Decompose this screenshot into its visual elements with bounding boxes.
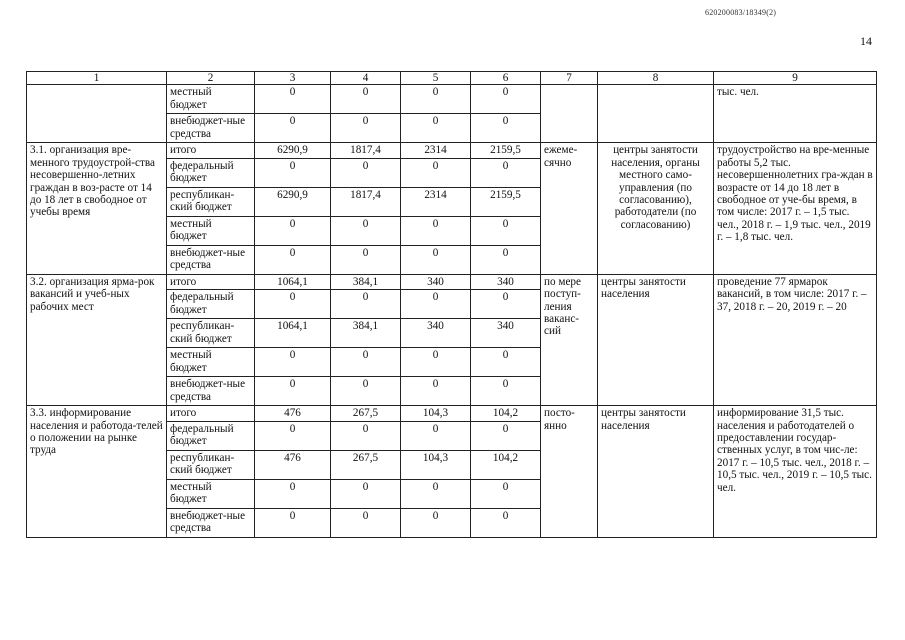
period-cell: по мере поступ-ления ваканс-сий [541,274,598,405]
page-number: 14 [860,34,872,48]
value-cell: 384,1 [331,274,401,289]
value-cell: 0 [401,508,471,537]
value-cell: 2159,5 [471,187,541,216]
activity-cell [27,85,167,143]
value-cell: 0 [471,348,541,377]
value-cell: 1064,1 [255,319,331,348]
activity-cell: 3.1. организация вре-менного трудоустрой-ства несовершенно-летних граждан в воз-расте от 14 до 18 лет в свободное от учебы время [27,143,167,274]
funding-source: итого [167,406,255,421]
value-cell: 340 [471,319,541,348]
value-cell: 0 [401,114,471,143]
value-cell: 2159,5 [471,143,541,158]
value-cell: 0 [255,290,331,319]
value-cell: 2314 [401,187,471,216]
funding-source: итого [167,143,255,158]
funding-source: местный бюджет [167,348,255,377]
value-cell: 0 [471,479,541,508]
value-cell: 384,1 [331,319,401,348]
value-cell: 0 [471,421,541,450]
value-cell: 0 [331,245,401,274]
funding-source: федеральный бюджет [167,421,255,450]
activity-cell: 3.3. информирование населения и работода-телей о положении на рынке труда [27,406,167,537]
funding-source: местный бюджет [167,85,255,114]
value-cell: 0 [255,348,331,377]
value-cell: 476 [255,450,331,479]
value-cell: 0 [331,158,401,187]
table-row [27,274,877,289]
value-cell: 0 [331,348,401,377]
value-cell: 0 [255,421,331,450]
result-cell: информирование 31,5 тыс. населения и работодателей о предоставлении государ-ственных услуг, в том чис-ле: 2017 г. – 10,5 тыс. чел., 2018 г. – 10,5 тыс. чел., 2019 г. – 10,5 тыс. чел. [714,406,877,537]
value-cell: 476 [255,406,331,421]
funding-source: внебюджет-ные средства [167,245,255,274]
executors-cell: центры занятости населения [598,406,714,537]
program-table [26,71,877,538]
table-row [27,406,877,421]
funding-source: республикан-ский бюджет [167,319,255,348]
funding-source: федеральный бюджет [167,158,255,187]
result-cell: проведение 77 ярмарок вакансий, в том числе: 2017 г. – 37, 2018 г. – 20, 2019 г. – 20 [714,274,877,405]
value-cell: 0 [331,290,401,319]
value-cell: 6290,9 [255,143,331,158]
funding-source: республикан-ский бюджет [167,450,255,479]
value-cell: 0 [255,114,331,143]
header-cell: 8 [598,72,714,85]
value-cell: 267,5 [331,450,401,479]
value-cell: 0 [331,508,401,537]
value-cell: 0 [401,479,471,508]
value-cell: 0 [331,114,401,143]
value-cell: 0 [331,479,401,508]
funding-source: местный бюджет [167,479,255,508]
value-cell: 0 [255,85,331,114]
value-cell: 267,5 [331,406,401,421]
value-cell: 0 [471,158,541,187]
value-cell: 0 [471,245,541,274]
value-cell: 0 [255,508,331,537]
period-cell: посто-янно [541,406,598,537]
value-cell: 0 [401,290,471,319]
table-header-row [27,72,877,85]
value-cell: 0 [471,377,541,406]
header-cell: 3 [255,72,331,85]
value-cell: 340 [401,274,471,289]
value-cell: 0 [471,508,541,537]
value-cell: 0 [255,158,331,187]
header-cell: 5 [401,72,471,85]
funding-source: федеральный бюджет [167,290,255,319]
value-cell: 0 [471,290,541,319]
header-cell: 2 [167,72,255,85]
result-cell: трудоустройство на вре-менные работы 5,2 тыс. несовершеннолетних гра-ждан в возрасте от 14 до 18 лет в свободное от уче-бы время, в том числе: 2017 г. – 1,5 тыс. чел., 2018 г. – 1,9 тыс. чел., 2019 г. – 1,8 тыс. чел. [714,143,877,274]
value-cell: 0 [331,85,401,114]
value-cell: 0 [401,158,471,187]
value-cell: 1817,4 [331,187,401,216]
header-cell: 1 [27,72,167,85]
value-cell: 0 [331,377,401,406]
table-row [27,85,877,114]
value-cell: 0 [401,348,471,377]
value-cell: 104,2 [471,406,541,421]
value-cell: 1064,1 [255,274,331,289]
header-cell: 9 [714,72,877,85]
funding-source: республикан-ский бюджет [167,187,255,216]
document-code: 620200083/18349(2) [705,8,777,17]
value-cell: 0 [331,421,401,450]
result-cell: тыс. чел. [714,85,877,143]
value-cell: 0 [401,421,471,450]
value-cell: 340 [471,274,541,289]
funding-source: местный бюджет [167,216,255,245]
value-cell: 104,3 [401,450,471,479]
value-cell: 0 [255,245,331,274]
value-cell: 340 [401,319,471,348]
header-cell: 6 [471,72,541,85]
value-cell: 1817,4 [331,143,401,158]
funding-source: внебюджет-ные средства [167,377,255,406]
funding-source: внебюджет-ные средства [167,114,255,143]
header-cell: 4 [331,72,401,85]
table-row [27,143,877,158]
value-cell: 0 [401,216,471,245]
period-cell [541,85,598,143]
value-cell: 0 [471,216,541,245]
value-cell: 104,2 [471,450,541,479]
executors-cell [598,85,714,143]
value-cell: 6290,9 [255,187,331,216]
value-cell: 0 [401,377,471,406]
value-cell: 0 [331,216,401,245]
value-cell: 0 [255,479,331,508]
executors-cell: центры занятости населения [598,274,714,405]
activity-cell: 3.2. организация ярма-рок вакансий и учеб-ных рабочих мест [27,274,167,405]
value-cell: 0 [401,245,471,274]
value-cell: 0 [401,85,471,114]
executors-cell: центры занятости населения, органы местного само-управления (по согласованию), работодатели (по согласованию) [598,143,714,274]
funding-source: итого [167,274,255,289]
value-cell: 0 [471,114,541,143]
value-cell: 0 [255,377,331,406]
value-cell: 104,3 [401,406,471,421]
header-cell: 7 [541,72,598,85]
funding-source: внебюджет-ные средства [167,508,255,537]
period-cell: ежеме-сячно [541,143,598,274]
value-cell: 0 [255,216,331,245]
value-cell: 2314 [401,143,471,158]
value-cell: 0 [471,85,541,114]
